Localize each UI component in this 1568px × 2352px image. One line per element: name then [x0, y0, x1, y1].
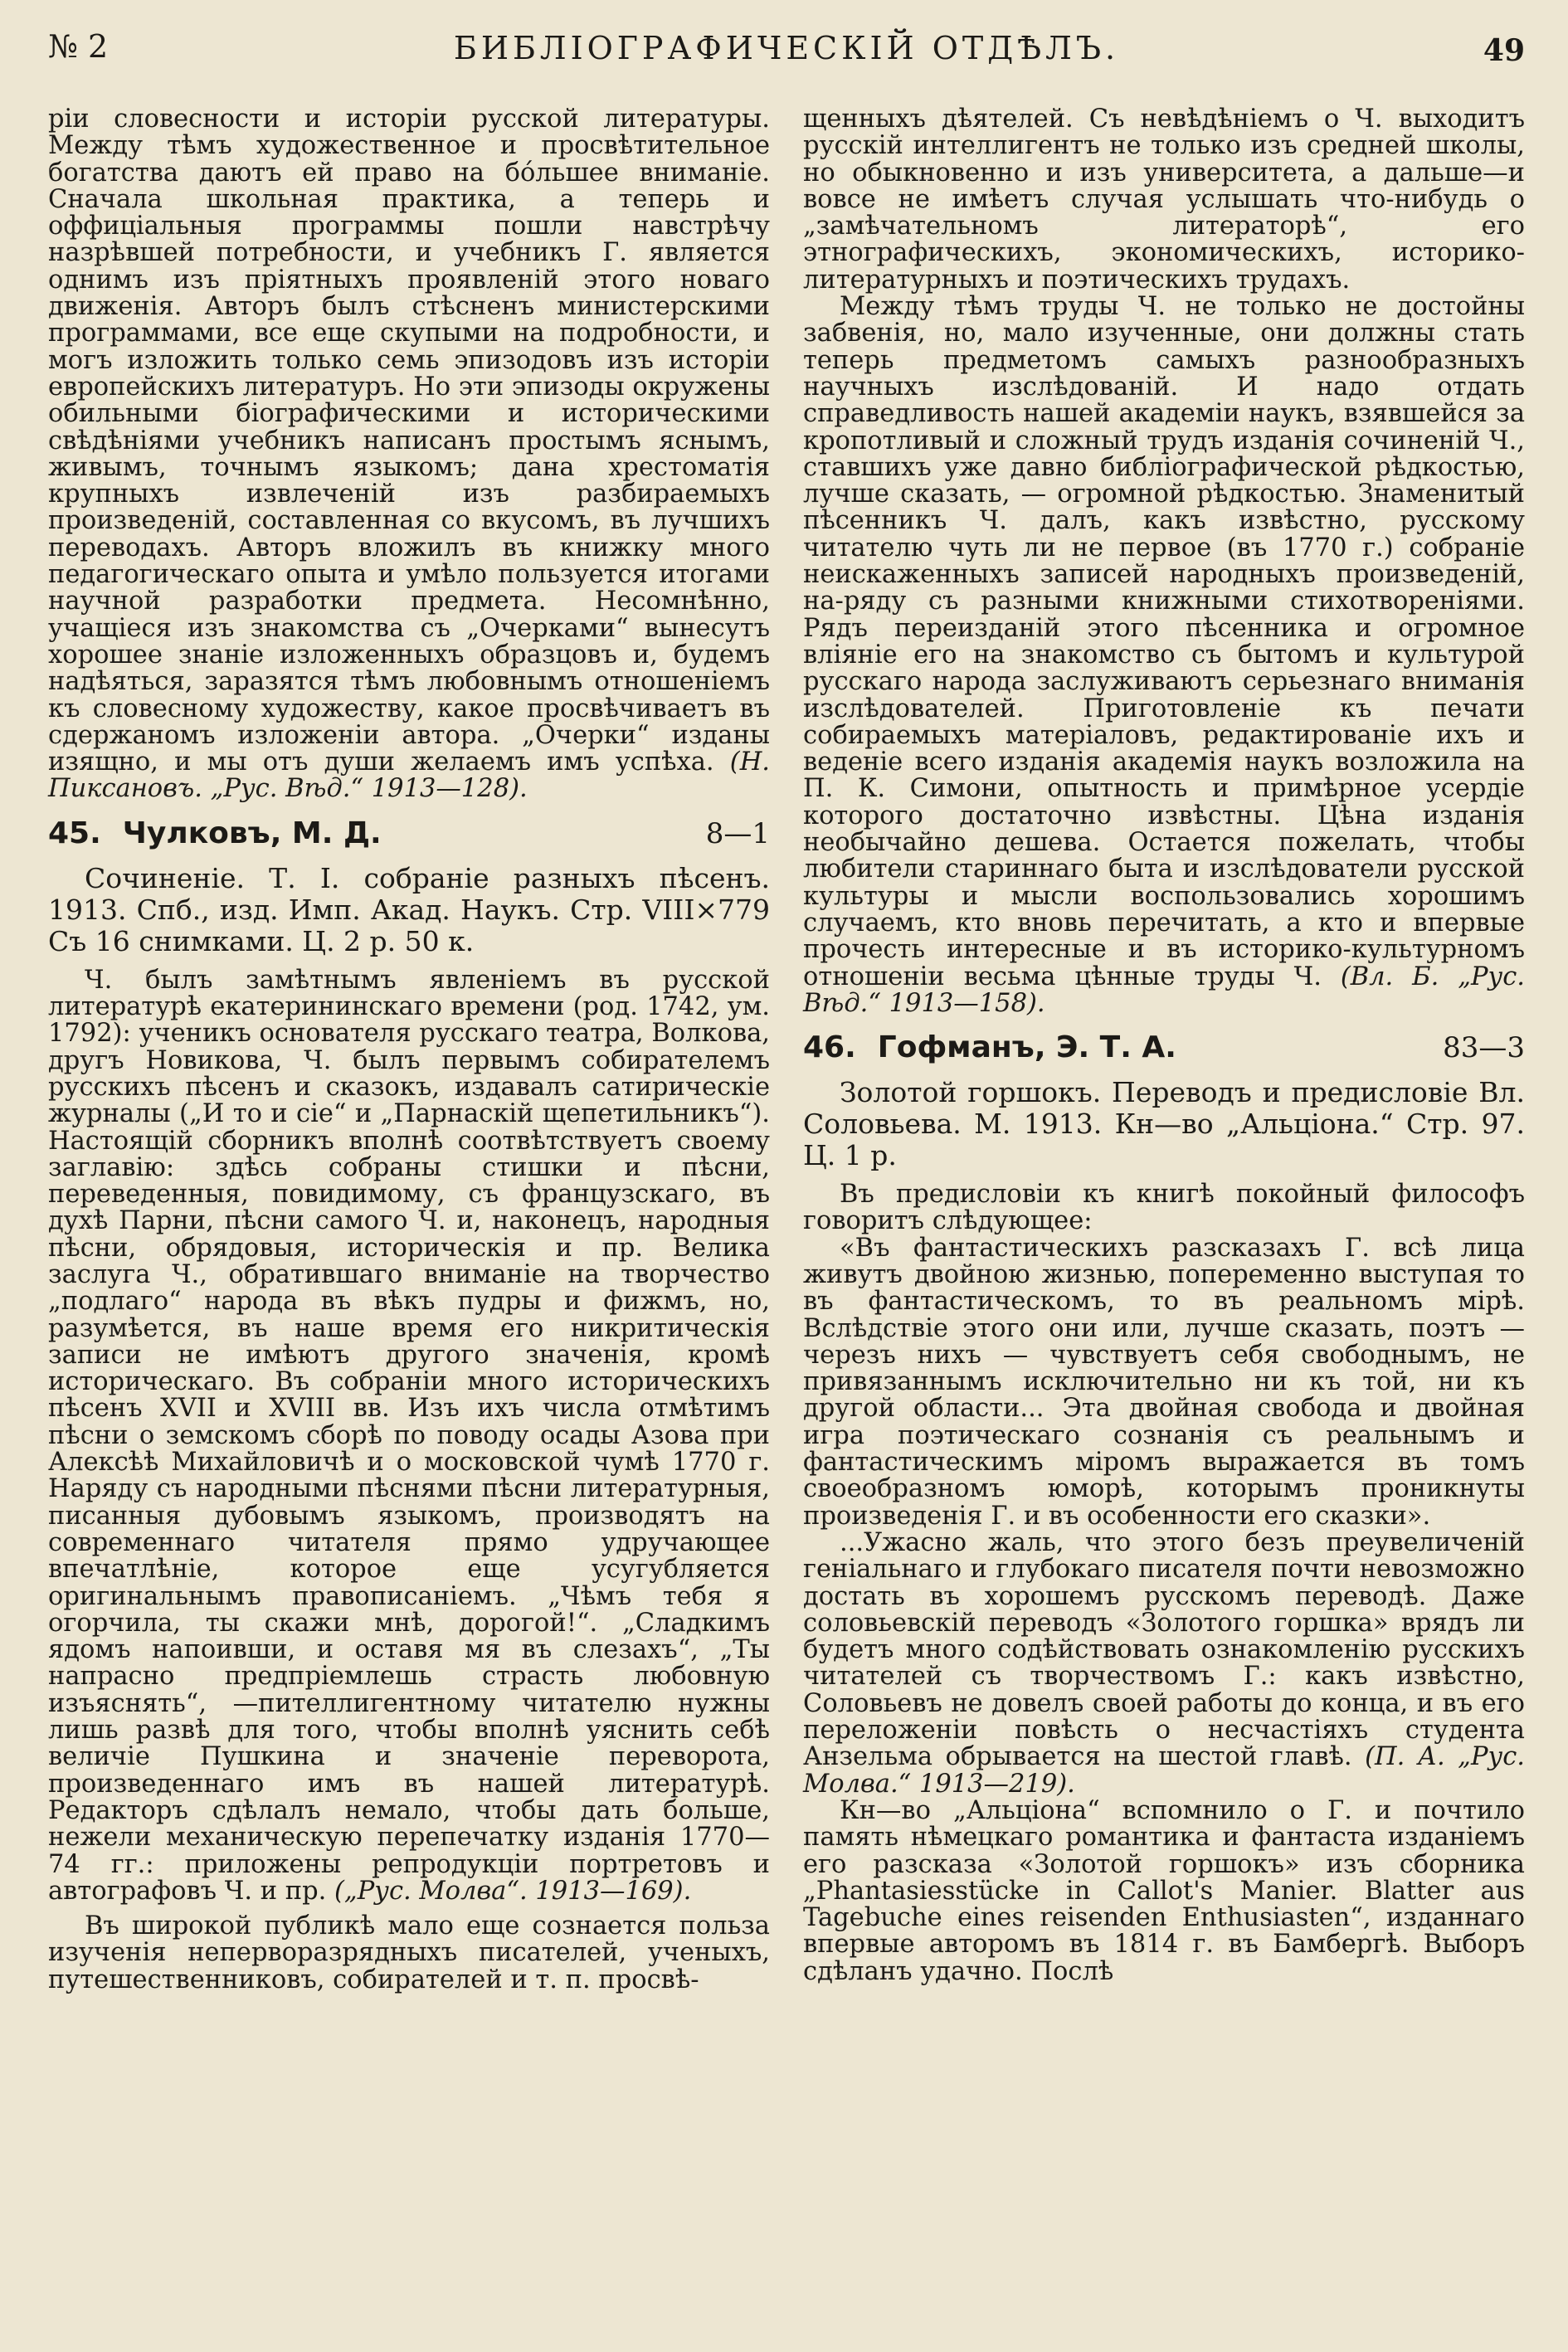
- left-column: [48, 106, 770, 1994]
- entry-bibliography: Сочиненіе. Т. I. собраніе разныхъ пѣсенъ. 1913. Спб., изд. Имп. Акад. Наукъ. Стр. VIII×779 Съ 16 снимками. Ц. 2 р. 50 к.: [48, 861, 770, 957]
- paragraph-text: Между тѣмъ труды Ч. не только не достойны забвенія, но, мало изученные, они должны стать теперь предметомъ самыхъ разнообразныхъ научныхъ изслѣдованій. И надо отдать справедливость нашей академіи наукъ, взявшейся за кропотливый и сложный трудъ изданія сочиненій Ч., ставшихъ уже давно библіографической рѣдкостью, лучше сказать, — огромной рѣдкостью. Знаменитый пѣсенникъ Ч. далъ, какъ извѣстно, русскому читателю чуть ли не первое (въ 1770 г.) собраніе неискаженныхъ записей народныхъ произведеній, на-ряду съ разными книжными стихотвореніями. Рядъ переизданій этого пѣсенника и огромное вліяніе его на знакомство съ бытомъ и культурой русскаго народа заслуживаютъ серьезнаго вниманія изслѣдователей. Приготовленіе къ печати собираемыхъ матеріаловъ, редактированіе ихъ и веденіе всего изданія академія наукъ возложила на П. К. Симони, опытность и примѣрное усердіе которого достаточно извѣстны. Цѣна изданія необычайно дешева. Остается пожелать, чтобы любители стариннаго быта и изслѣдователи русской культуры и мысли воспользовались хорошимъ случаемъ, кто вновь перечитать, а кто и впервые прочесть интересные и въ историко-культурномъ отношеніи весьма цѣнные труды Ч.: [803, 292, 1525, 991]
- entry-author: Чулковъ, М. Д.: [122, 816, 382, 850]
- review-paragraph: Въ широкой публикѣ мало еще сознается польза изученія неперворазрядныхъ писателей, ученыхъ, путешественниковъ, собирателей и т. п. просвѣ-: [48, 1911, 770, 1994]
- review-paragraph: [48, 967, 770, 1905]
- entry-bibliography: Золотой горшокъ. Переводъ и предисловіе Вл. Соловьева. М. 1913. Кн—во „Альціона.“ Стр. 97. Ц. 1 р.: [803, 1076, 1525, 1172]
- review-paragraph: Кн—во „Альціона“ вспомнило о Г. и почтило память нѣмецкаго романтика и фантаста изданіемъ его разсказа «Золотой горшокъ» изъ сборника „Phantasiesstücke in Callot's Manier. Blatter aus Tagebuche eines reisenden Enthusiasten“, изданнаго впервые авторомъ въ 1814 г. въ Бамбергѣ. Выборъ сдѣланъ удачно. Послѣ: [803, 1795, 1525, 1986]
- paragraph-text: ріи словесности и исторіи русской литературы. Между тѣмъ художественное и просвѣтительное богатства даютъ ей право на бóльшее вниманіе. Сначала школьная практика, а теперь и оффиціальныя программы пошли навстрѣчу назрѣвшей потребности, и учебникъ Г. является однимъ изъ пріятныхъ проявленій этого новаго движенія. Авторъ былъ стѣсненъ министерскими программами, все еще скупыми на подробности, и могъ изложить только семь эпизодовъ изъ исторіи европейскихъ литературъ. Но эти эпизоды окружены обильными біографическими и историческими свѣдѣніями учебникъ написанъ простымъ яснымъ, живымъ, точнымъ языкомъ; дана хрестоматія крупныхъ извлеченій изъ разбираемыхъ произведеній, составленная со вкусомъ, въ лучшихъ переводахъ. Авторъ вложилъ въ книжку много педагогическаго опыта и умѣло пользуется итогами научной разработки предмета. Несомнѣнно, учащіеся изъ знакомства съ „Очерками“ вынесутъ хорошее знаніе изложенныхъ образцовъ и, будемъ надѣяться, заразятся тѣмъ любовнымъ отношеніемъ къ словесному художеству, какое просвѣчиваетъ въ сдержаномъ изложеніи автора. „Очерки“ изданы изящно, и мы отъ души желаемъ имъ успѣха.: [48, 105, 770, 777]
- review-source: („Рус. Молва“. 1913—169).: [334, 1876, 692, 1906]
- entry-code: 8—1: [705, 816, 770, 850]
- section-title: БИБЛІОГРАФИЧЕСКІЙ ОТДѢЛЪ.: [453, 30, 1120, 66]
- review-source: (Н. Пиксановъ. „Рус. Вѣд.“ 1913—128).: [48, 747, 770, 804]
- right-column: [803, 106, 1525, 1985]
- review-paragraph: [48, 106, 770, 803]
- entry-heading-46: [803, 1030, 1525, 1065]
- entry-heading-45: [48, 816, 770, 851]
- issue-number: № 2: [48, 28, 109, 65]
- page-number: 49: [1483, 33, 1525, 68]
- quote-paragraph: «Въ фантастическихъ разсказахъ Г. всѣ лица живутъ двойною жизнью, попеременно выступая то въ фантастическомъ, то въ реальномъ мірѣ. Вслѣдствіе этого они или, лучше сказать, поэтъ — черезъ нихъ — чувствуетъ себя свободнымъ, не привязаннымъ исключительно ни къ той, ни къ другой области... Эта двойная свобода и двойная игра поэтическаго сознанія съ реальнымъ и фантастическимъ міромъ выражается въ томъ своеобразномъ юморѣ, которымъ проникнуты произведенія Г. и въ особенности его сказки».: [803, 1233, 1525, 1531]
- paragraph-text: ...Ужасно жаль, что этого безъ преувеличеній геніальнаго и глубокаго писателя почти невозможно достать въ хорошемъ русскомъ переводѣ. Даже соловьевскій переводъ «Золотого горшка» врядъ ли будетъ много содѣйствовать ознакомленію русскихъ читателей съ творчествомъ Г.: какъ извѣстно, Соловьевъ не довелъ своей работы до конца, и въ его переложеніи повѣсть о несчастіяхъ студента Анзельма обрывается на шестой главѣ.: [803, 1527, 1525, 1772]
- page-header: [48, 25, 1525, 83]
- entry-author: Гофманъ, Э. Т. А.: [877, 1030, 1176, 1065]
- entry-number: 45.: [48, 816, 101, 850]
- review-source: (П. А. „Рус. Молва.“ 1913—219).: [803, 1742, 1525, 1799]
- review-paragraph: [803, 294, 1525, 1017]
- review-paragraph: [803, 1527, 1525, 1799]
- review-paragraph: Въ предисловіи къ книгѣ покойный философъ говоритъ слѣдующее:: [803, 1180, 1525, 1236]
- entry-code: 83—3: [1443, 1031, 1525, 1065]
- paragraph-text: Ч. былъ замѣтнымъ явленіемъ въ русской литературѣ екатерининскаго времени (род. 1742, ум. 1792): ученикъ основателя русскаго театра, Волкова, другъ Новикова, Ч. былъ первымъ собирателемъ русскихъ пѣсенъ и сказокъ, издавалъ сатирическіе журналы („И то и сіе“ и „Парнаскій щепетильникъ“). Настоящій сборникъ вполнѣ соотвѣтствуетъ своему заглавію: здѣсь собраны стишки и пѣсни, переведенныя, повидимому, съ французскаго, въ духѣ Парни, пѣсни самого Ч. и, наконецъ, народныя пѣсни, обрядовыя, историческія и пр. Велика заслуга Ч., обратившаго вниманіе на творчество „подлаго“ народа въ вѣкъ пудры и фижмъ, но, разумѣется, въ наше время его никритическія записи не имѣютъ другого значенія, кромѣ историческаго. Въ собраніи много историческихъ пѣсенъ XVII и XVIII вв. Изъ ихъ числа отмѣтимъ пѣсни о земскомъ сборѣ по поводу осады Азова при Алексѣѣ Михайловичѣ и о московской чумѣ 1770 г. Наряду съ народными пѣснями пѣсни литературныя, писанныя дубовымъ языкомъ, производятъ на современнаго читателя прямо удручающее впечатлѣніе, которое еще усугубляется оригинальнымъ правописаніемъ. „Чѣмъ тебя я огорчила, ты скажи мнѣ, дорогой!“. „Сладкимъ ядомъ напоивши, и оставя мя въ слезахъ“, „Ты напрасно предпріемлешь страсть любовную изъяснять“, —пителлигентному читателю нужны лишь развѣ для того, чтобы вполнѣ уяснить себѣ величіе Пушкина и значеніе переворота, произведеннаго имъ въ нашей литературѣ. Редакторъ сдѣлалъ немало, чтобы дать больше, нежели механическую перепечатку изданія 1770—74 гг.: приложены репродукціи портретовъ и автографовъ Ч. и пр.: [48, 965, 770, 1906]
- review-paragraph: щенныхъ дѣятелей. Съ невѣдѣніемъ о Ч. выходитъ русскій интеллигентъ не только изъ средней школы, но обыкновенно и изъ университета, а дальше—и вовсе не имѣетъ случая услышать что-нибудь о „замѣчательномъ литераторѣ“, его этнографическихъ, экономическихъ, историко-литературныхъ и поэтическихъ трудахъ.: [803, 105, 1525, 295]
- entry-number: 46.: [803, 1030, 856, 1065]
- review-source: (Вл. Б. „Рус. Вѣд.“ 1913—158).: [803, 962, 1525, 1018]
